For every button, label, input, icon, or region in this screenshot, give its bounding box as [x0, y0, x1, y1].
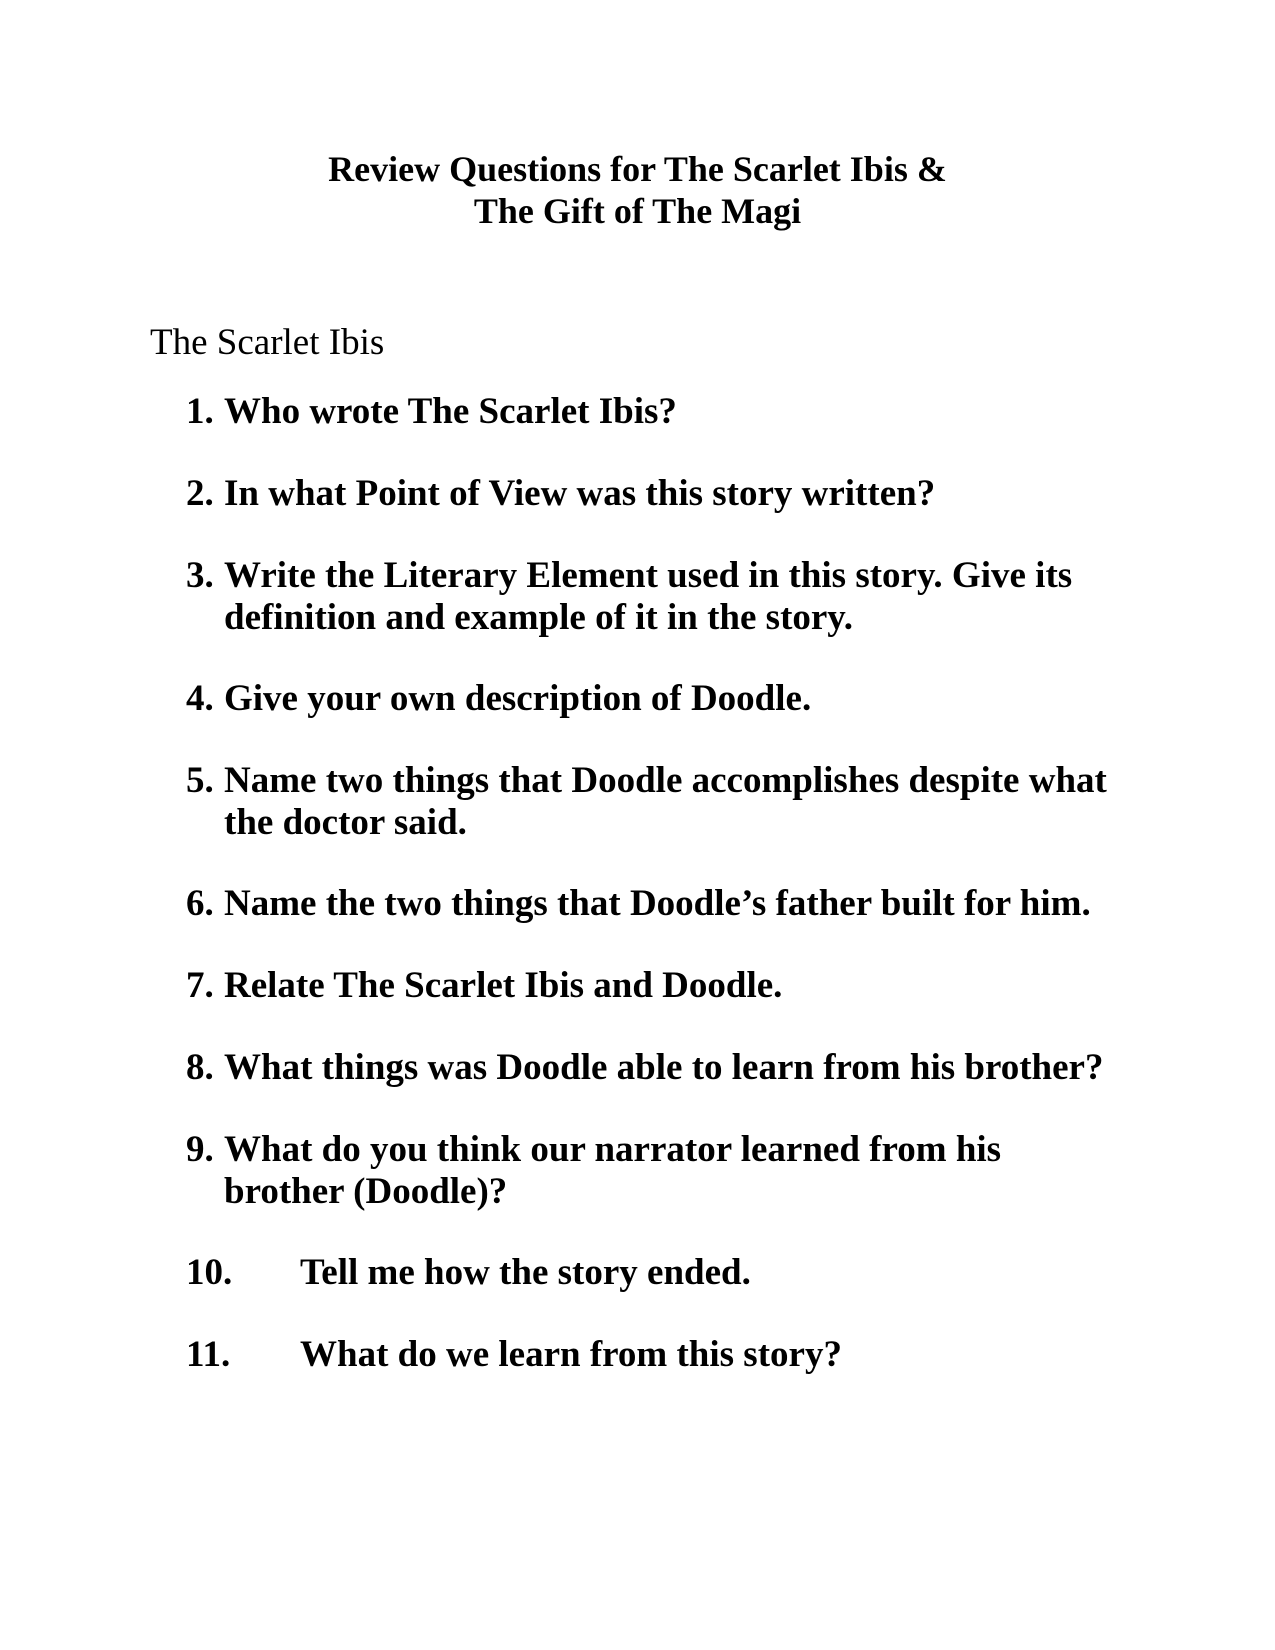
question-text: [224, 1129, 1224, 1213]
question-text: [224, 883, 1224, 925]
title-line-1: Review Questions for The Scarlet Ibis &: [328, 149, 947, 189]
question-line: the doctor said.: [224, 802, 467, 843]
question-text: [300, 1252, 1275, 1294]
question-line: Who wrote The Scarlet Ibis?: [224, 391, 677, 432]
question-number: 1.: [186, 391, 214, 432]
question-line: Write the Literary Element used in this story. Give its: [224, 555, 1073, 596]
question-text: [224, 760, 1224, 844]
question-number: 9.: [186, 1129, 214, 1170]
question-text: [224, 1047, 1224, 1089]
question-number: 11.: [186, 1334, 231, 1375]
document-title: [0, 148, 1275, 232]
question-text: [224, 391, 1224, 433]
question-number: 5.: [186, 760, 214, 801]
question-line: In what Point of View was this story written?: [224, 473, 936, 514]
question-line: brother (Doodle)?: [224, 1171, 508, 1212]
question-number: 2.: [186, 473, 214, 514]
question-number: 6.: [186, 883, 214, 924]
question-text: [224, 965, 1224, 1007]
question-number: 4.: [186, 678, 214, 719]
question-line: Tell me how the story ended.: [300, 1252, 751, 1293]
question-line: What do you think our narrator learned from his: [224, 1129, 1002, 1170]
question-text: [224, 678, 1224, 720]
question-line: Name the two things that Doodle’s father built for him.: [224, 883, 1091, 924]
question-number: 7.: [186, 965, 214, 1006]
question-number: 3.: [186, 555, 214, 596]
question-line: definition and example of it in the story.: [224, 597, 854, 638]
question-text: [224, 555, 1224, 639]
question-line: Give your own description of Doodle.: [224, 678, 812, 719]
section-heading: The Scarlet Ibis: [150, 322, 385, 363]
question-line: What things was Doodle able to learn from his brother?: [224, 1047, 1104, 1088]
title-line-2: The Gift of The Magi: [473, 191, 802, 231]
question-number: 10.: [186, 1252, 233, 1293]
question-number: 8.: [186, 1047, 214, 1088]
question-line: Name two things that Doodle accomplishes despite what: [224, 760, 1107, 801]
question-line: What do we learn from this story?: [300, 1334, 842, 1375]
question-text: [224, 473, 1224, 515]
question-text: [300, 1334, 1275, 1376]
question-line: Relate The Scarlet Ibis and Doodle.: [224, 965, 783, 1006]
